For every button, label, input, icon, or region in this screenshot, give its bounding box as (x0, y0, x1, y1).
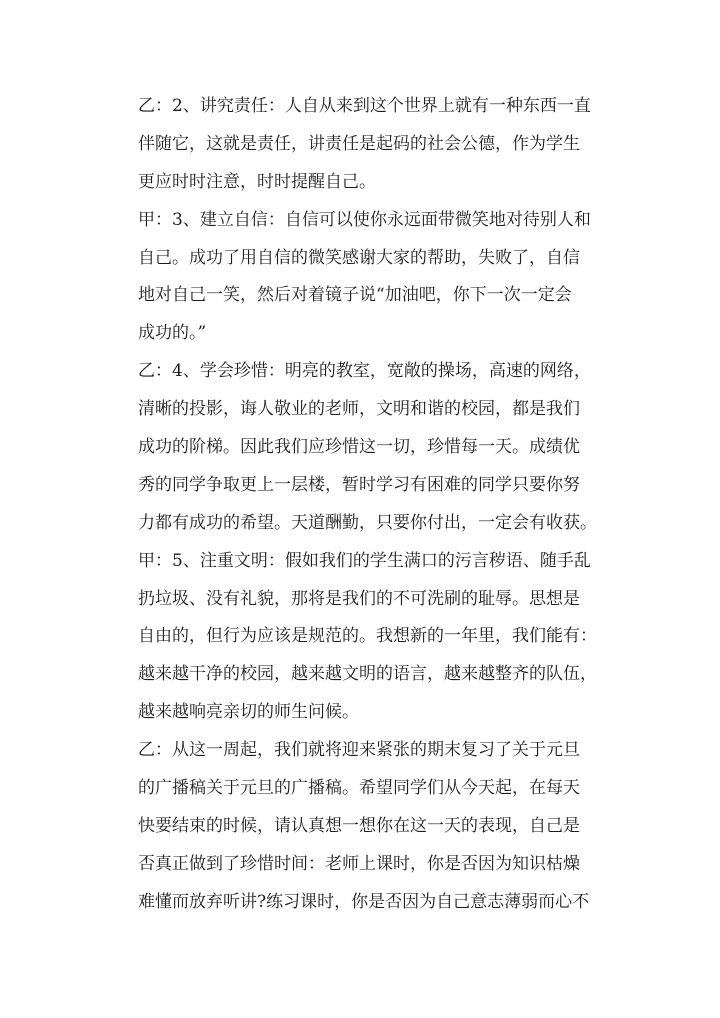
text-line-18: 乙：从这一周起，我们就将迎来紧张的期末复习了关于元旦 (138, 740, 580, 761)
document-body (138, 88, 608, 922)
text-line-3: 更应时时注意，时时提醒自己。 (138, 171, 376, 192)
text-line-5: 自己。成功了用自信的微笑感谢大家的帮助，失败了，自信 (138, 247, 580, 268)
text-line-1: 乙：2、讲究责任：人自从来到这个世界上就有一种东西一直 (138, 96, 591, 116)
text-line-12: 力都有成功的希望。天道酬勤，只要你付出，一定会有收获。 (138, 512, 597, 533)
text-line-8: 乙：4、学会珍惜：明亮的教室，宽敞的操场，高速的网络， (138, 361, 591, 382)
text-line-13: 甲：5、注重文明：假如我们的学生满口的污言秽语、随手乱 (138, 550, 591, 571)
text-line-9: 清晰的投影，诲人敬业的老师，文明和谐的校园，都是我们 (138, 399, 580, 420)
text-line-7: 成功的。” (138, 323, 207, 344)
text-line-20: 快要结束的时候，请认真想一想你在这一天的表现，自己是 (138, 815, 580, 836)
text-line-6: 地对自己一笑，然后对着镜子说“加油吧，你下一次一定会 (138, 285, 572, 306)
text-line-17: 越来越响亮亲切的师生问候。 (138, 702, 359, 723)
text-line-21: 否真正做到了珍惜时间：老师上课时，你是否因为知识枯燥 (138, 853, 580, 874)
text-line-19: 的广播稿关于元旦的广播稿。希望同学们从今天起，在每天 (138, 778, 580, 799)
text-line-4: 甲：3、建立自信：自信可以使你永远面带微笑地对待别人和 (138, 209, 591, 230)
text-line-16: 越来越干净的校园，越来越文明的语言，越来越整齐的队伍， (138, 664, 597, 685)
text-line-22: 难懂而放弃听讲?练习课时，你是否因为自己意志薄弱而心不 (138, 891, 590, 912)
text-line-14: 扔垃圾、没有礼貌，那将是我们的不可洗刷的耻辱。思想是 (138, 588, 580, 609)
text-line-15: 自由的，但行为应该是规范的。我想新的一年里，我们能有： (138, 626, 597, 647)
text-line-2: 伴随它，这就是责任，讲责任是起码的社会公德，作为学生 (138, 133, 580, 154)
text-line-10: 成功的阶梯。因此我们应珍惜这一切，珍惜每一天。成绩优 (138, 437, 580, 458)
text-line-11: 秀的同学争取更上一层楼，暂时学习有困难的同学只要你努 (138, 474, 580, 495)
